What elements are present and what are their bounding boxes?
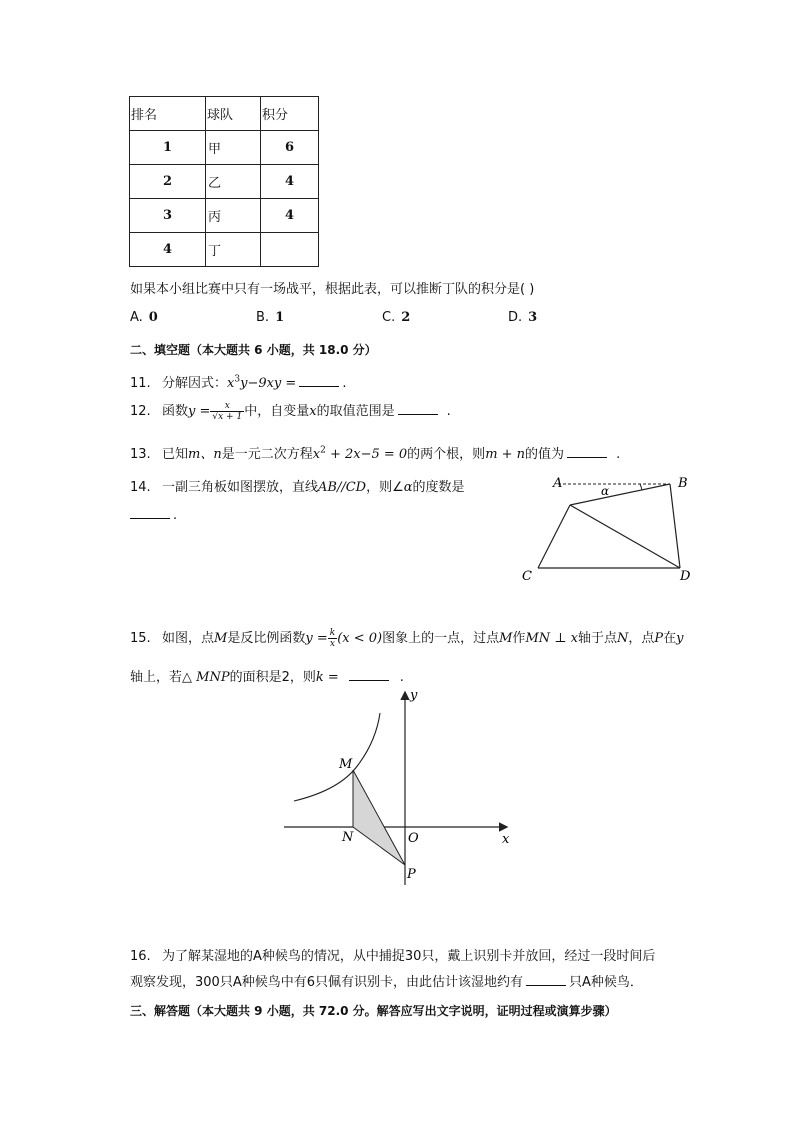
cell-rank: 4 [130,233,206,267]
answer-blank[interactable] [526,984,566,986]
question-15 [130,627,683,649]
q10-option-a [130,310,158,325]
table-row [130,131,319,165]
q12-mid: 中，自变量 [244,404,310,419]
label-a: A [553,476,563,491]
question-number: 16. [130,949,151,964]
q15-n: N [616,631,629,646]
q13-end: . [616,447,621,462]
q11-end: . [342,376,347,391]
q13-eq-rest: + 2x−5 = 0 [325,447,408,462]
q15-mid5: ，点 [628,631,655,646]
q13-post: 的值为 [525,447,565,462]
fraction-numerator: x [210,401,244,412]
q12-y-eq: y = [188,404,211,419]
option-label: B. [256,310,270,325]
triangle-mnp [353,770,405,865]
q15-mid6: 在 [663,631,677,646]
q14-lines: AB//CD [318,480,367,495]
label-alpha: α [601,484,610,498]
question-11 [130,372,346,391]
question-number: 15. [130,631,151,646]
q13-mid2: 的两个根，则 [407,447,486,462]
q14-answer-line [130,508,177,523]
q15-m2: M [499,631,513,646]
q14-post: 的度数是 [412,480,465,495]
cell-score: 4 [261,165,319,199]
triangle-edge [670,484,680,568]
q15-y-eq: y = [305,631,328,646]
cell-rank: 3 [130,199,206,233]
q15-line2-b: 的面积是2，则 [229,670,316,685]
q11-expr-exp: 3 [234,374,241,385]
answer-blank[interactable] [349,679,389,681]
q15-line2 [130,666,404,685]
cell-rank: 2 [130,165,206,199]
cell-rank: 1 [130,131,206,165]
option-label: C. [382,310,396,325]
hyperbola-curve [294,713,380,801]
q15-end: . [399,670,404,685]
label-x: x [502,832,510,847]
answer-blank[interactable] [567,456,607,458]
q15-tri: △ MNP [182,670,230,685]
q13-sum: m + n [485,447,526,462]
triangle-edge [570,484,670,505]
question-number: 14. [130,480,151,495]
q10-option-b [256,310,284,325]
cell-score: 6 [261,131,319,165]
question-14 [130,476,465,495]
question-12 [130,400,451,422]
question-13 [130,443,620,462]
label-m: M [339,757,353,772]
q10-option-c [382,310,410,325]
answer-blank[interactable] [130,517,170,519]
label-c: C [522,569,532,584]
option-value: 3 [528,310,538,325]
q11-expr-base: x [227,376,235,391]
answer-blank[interactable] [398,413,438,415]
q14-angle: α [403,480,413,495]
label-y: y [410,688,418,703]
q11-expr-rest: y−9xy = [240,376,297,391]
q12-text: 函数 [162,404,189,419]
table-row [130,165,319,199]
triangle-edge [570,505,680,568]
q15-mid2: 图象上的一点，过点 [382,631,500,646]
figure-15-graph [280,685,520,900]
label-p: P [407,867,416,882]
label-b: B [678,476,688,491]
q15-mid3: 作 [512,631,526,646]
fraction-numerator: k [329,628,336,638]
cell-team: 丁 [206,233,261,267]
table-header-row [130,97,319,131]
cell-score: 4 [261,199,319,233]
q15-fraction [328,628,337,649]
fraction-denominator: x [329,639,335,649]
option-label: A. [130,310,143,325]
angle-arc [640,484,642,490]
table-row [130,233,319,267]
question-number: 13. [130,447,151,462]
q15-m: M [214,631,228,646]
figure-14-triangles [510,470,710,590]
header-rank: 排名 [130,97,206,131]
q15-line2-a: 轴上，若 [130,670,183,685]
q12-post: 的取值范围是 [316,404,395,419]
section-3-title: 三、解答题（本大题共 9 小题，共 72.0 分。解答应写出文字说明，证明过程或演算步骤） [130,1004,617,1018]
table-row [130,199,319,233]
header-score: 积分 [261,97,319,131]
header-team: 球队 [206,97,261,131]
label-d: D [680,569,691,584]
q16-line2 [130,971,643,990]
q10-option-d [508,310,537,325]
q11-text: 分解因式： [162,376,228,391]
question-number: 12. [130,404,151,419]
q13-eq-base: x [312,447,321,462]
answer-blank[interactable] [299,385,339,387]
q16-line2-b: 只A种候鸟． [568,975,643,990]
q15-perp: MN ⊥ x [525,631,578,646]
option-value: 2 [401,310,411,325]
q13-text: 已知 [162,447,189,462]
q12-fraction [210,401,244,422]
q15-yaxis: y [676,631,684,646]
cell-score [261,233,319,267]
q15-mid4: 轴于点 [577,631,617,646]
q14-text: 一副三角板如图摆放，直线 [162,480,319,495]
q15-k-eq: k = [315,670,339,685]
label-o: O [408,831,419,846]
option-label: D. [508,310,523,325]
label-n: N [342,830,354,845]
question-16 [130,945,655,964]
q14-mid: ，则∠ [366,480,404,495]
fraction-denominator: √x + 1 [212,412,243,422]
q12-end: . [446,404,451,419]
section-2-title: 二、填空题（本大题共 6 小题，共 18.0 分） [130,343,377,357]
q16-line1: 为了解某湿地的A种候鸟的情况，从中捕捉30只，戴上识别卡并放回，经过一段时间后 [162,949,656,964]
option-value: 1 [275,310,285,325]
cell-team: 丙 [206,199,261,233]
q15-p: P [654,631,664,646]
q14-end: . [173,508,178,523]
ranking-table [129,96,319,267]
q16-line2-a: 观察发现，300只A种候鸟中有6只佩有识别卡，由此估计该湿地约有 [130,975,523,990]
q13-vars: m、n [188,447,222,462]
q15-domain: (x < 0) [337,631,383,646]
triangle-edge [538,505,570,568]
q13-mid: 是一元二次方程 [221,447,313,462]
q12-var: x [309,404,317,419]
q15-mid1: 是反比例函数 [227,631,306,646]
question-number: 11. [130,376,151,391]
q10-prompt: 如果本小组比赛中只有一场战平，根据此表，可以推断丁队的积分是( ) [130,282,535,297]
cell-team: 甲 [206,131,261,165]
option-value: 0 [148,310,158,325]
q15-text: 如图，点 [162,631,215,646]
cell-team: 乙 [206,165,261,199]
q13-eq-exp: 2 [320,445,326,456]
